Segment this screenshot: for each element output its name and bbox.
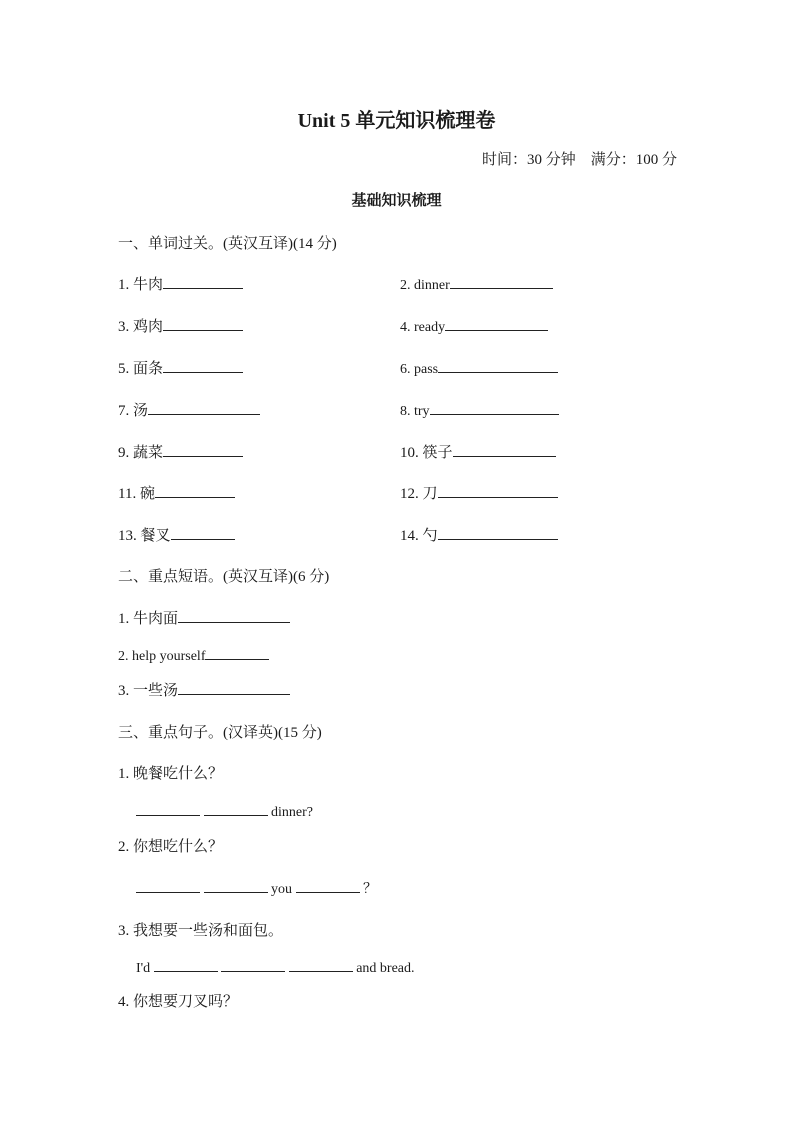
answer-blank[interactable]: [445, 316, 548, 331]
vocab-item-5: [118, 357, 243, 378]
vocab-label: 10. 筷子: [400, 445, 453, 461]
answer-blank[interactable]: [438, 358, 558, 373]
phrase-label: 3. 一些汤: [118, 683, 179, 699]
answer-blank[interactable]: [178, 608, 290, 623]
vocab-item-4: [400, 316, 548, 336]
section2-heading: 二、重点短语。(英汉互译)(6 分): [118, 569, 330, 585]
vocab-item-8: [400, 400, 559, 420]
sentence-prompt-4: 4. 你想要刀叉吗？: [118, 994, 239, 1010]
sentence-text: I'd: [136, 961, 151, 976]
vocab-label: 7. 汤: [118, 403, 149, 419]
vocab-label: 12. 刀: [400, 486, 438, 502]
sentence-prompt-1: 1. 晚餐吃什么？: [118, 766, 224, 782]
vocab-item-14: [400, 524, 558, 545]
vocab-item-11: [118, 482, 235, 503]
answer-blank[interactable]: [450, 274, 553, 289]
vocab-label: 9. 蔬菜: [118, 445, 164, 461]
answer-blank[interactable]: [136, 801, 200, 816]
sentence-answer-3: [136, 957, 415, 977]
answer-blank[interactable]: [171, 525, 235, 540]
answer-blank[interactable]: [438, 525, 558, 540]
answer-blank[interactable]: [163, 358, 243, 373]
answer-blank[interactable]: [289, 957, 353, 972]
vocab-item-12: [400, 482, 558, 503]
vocab-item-7: [118, 399, 260, 420]
vocab-label: 4. ready: [400, 320, 446, 335]
answer-blank[interactable]: [148, 400, 260, 415]
phrase-label: 2. help yourself: [118, 649, 206, 664]
answer-blank[interactable]: [296, 878, 360, 893]
answer-blank[interactable]: [155, 483, 235, 498]
sentence-prompt-2: 2. 你想吃什么？: [118, 839, 224, 855]
vocab-label: 2. dinner: [400, 278, 450, 293]
vocab-item-2: [400, 274, 553, 294]
vocab-label: 6. pass: [400, 362, 439, 377]
answer-blank[interactable]: [453, 442, 556, 457]
sentence-answer-1: [136, 801, 313, 821]
sentence-prompt-3: 3. 我想要一些汤和面包。: [118, 923, 284, 939]
section-subtitle: 基础知识梳理: [351, 193, 442, 209]
sentence-text: and bread.: [356, 961, 415, 976]
sentence-answer-2: [136, 878, 377, 898]
vocab-label: 14. 勺: [400, 528, 438, 544]
section3-heading: 三、重点句子。(汉译英)(15 分): [118, 725, 322, 741]
vocab-label: 13. 餐叉: [118, 528, 171, 544]
vocab-item-13: [118, 524, 235, 545]
vocab-label: 3. 鸡肉: [118, 319, 164, 335]
vocab-item-1: [118, 273, 243, 294]
exam-meta: 时间：30 分钟 满分：100 分: [481, 152, 677, 168]
sentence-text: dinner?: [271, 805, 313, 820]
vocab-item-3: [118, 315, 243, 336]
section1-heading: 一、单词过关。(英汉互译)(14 分): [118, 236, 337, 252]
phrase-item-1: [118, 607, 290, 628]
vocab-item-10: [400, 441, 556, 462]
vocab-item-9: [118, 441, 243, 462]
sentence-text: ？: [363, 882, 377, 897]
answer-blank[interactable]: [163, 442, 243, 457]
page-title: Unit 5 单元知识梳理卷: [297, 110, 496, 132]
vocab-item-6: [400, 358, 558, 378]
answer-blank[interactable]: [438, 483, 558, 498]
vocab-label: 11. 碗: [118, 486, 155, 502]
answer-blank[interactable]: [204, 801, 268, 816]
answer-blank[interactable]: [163, 316, 243, 331]
phrase-item-3: [118, 679, 290, 700]
answer-blank[interactable]: [204, 878, 268, 893]
answer-blank[interactable]: [178, 680, 290, 695]
sentence-text: you: [271, 882, 292, 897]
phrase-item-2: [118, 645, 269, 665]
answer-blank[interactable]: [154, 957, 218, 972]
vocab-label: 8. try: [400, 404, 430, 419]
answer-blank[interactable]: [205, 645, 269, 660]
vocab-label: 5. 面条: [118, 361, 164, 377]
vocab-label: 1. 牛肉: [118, 277, 164, 293]
answer-blank[interactable]: [163, 274, 243, 289]
answer-blank[interactable]: [136, 878, 200, 893]
answer-blank[interactable]: [221, 957, 285, 972]
answer-blank[interactable]: [430, 400, 559, 415]
phrase-label: 1. 牛肉面: [118, 611, 179, 627]
